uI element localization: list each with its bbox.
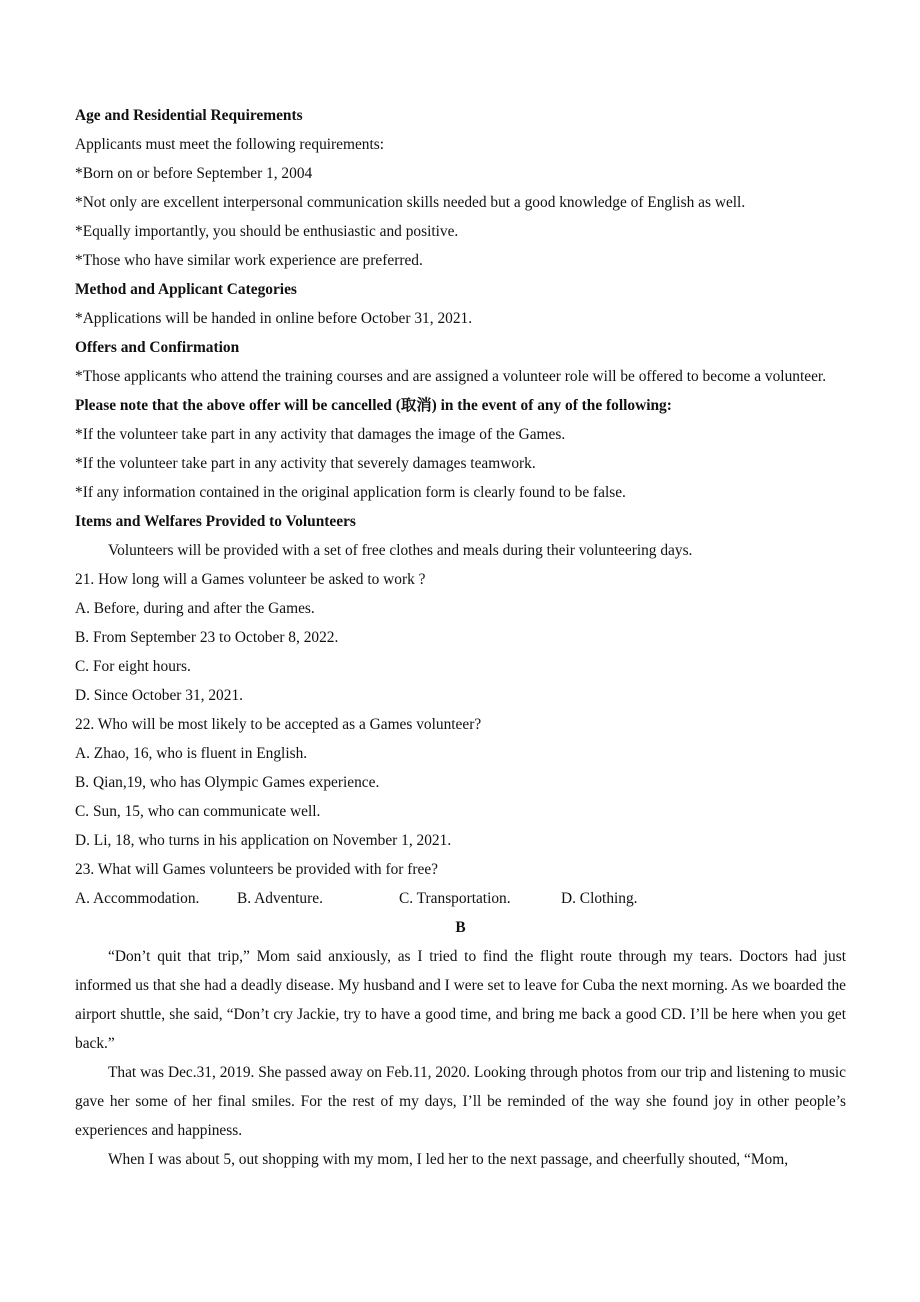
question-22-stem: 22. Who will be most likely to be accepted as a Games volunteer? bbox=[75, 716, 482, 733]
offers-text: *Those applicants who attend the training courses and are assigned a volunteer role will be offered to become a volunteer. bbox=[75, 368, 827, 385]
cancellation-note-heading: Please note that the above offer will be cancelled (取消) in the event of any of the following: bbox=[75, 397, 672, 414]
question-21-option-d: D. Since October 31, 2021. bbox=[75, 687, 243, 704]
passage-b-paragraph-3: When I was about 5, out shopping with my mom, I led her to the next passage, and cheerfully shouted, “Mom, bbox=[108, 1151, 789, 1168]
question-23-options bbox=[75, 884, 846, 913]
question-23-option-d: D. Clothing. bbox=[561, 890, 638, 907]
question-22-option-b: B. Qian,19, who has Olympic Games experience. bbox=[75, 774, 380, 791]
question-22-option-c: C. Sun, 15, who can communicate well. bbox=[75, 803, 321, 820]
question-21-option-a: A. Before, during and after the Games. bbox=[75, 600, 315, 617]
passage-b-label: B bbox=[455, 919, 466, 936]
method-heading: Method and Applicant Categories bbox=[75, 281, 297, 298]
items-welfares-heading: Items and Welfares Provided to Volunteers bbox=[75, 513, 356, 530]
question-22-option-d: D. Li, 18, who turns in his application on November 1, 2021. bbox=[75, 832, 452, 849]
question-23-option-b: B. Adventure. bbox=[237, 890, 323, 907]
question-23-stem: 23. What will Games volunteers be provided with for free? bbox=[75, 861, 438, 878]
cancellation-reason-false-info: *If any information contained in the original application form is clearly found to be false. bbox=[75, 484, 626, 501]
question-21-option-b: B. From September 23 to October 8, 2022. bbox=[75, 629, 339, 646]
question-23-option-c: C. Transportation. bbox=[399, 890, 511, 907]
offers-heading: Offers and Confirmation bbox=[75, 339, 240, 356]
requirement-communication-skills: *Not only are excellent interpersonal communication skills needed but a good knowledge of English as well. bbox=[75, 194, 746, 211]
method-application-deadline: *Applications will be handed in online before October 31, 2021. bbox=[75, 310, 473, 327]
question-21-option-c: C. For eight hours. bbox=[75, 658, 191, 675]
requirement-experience: *Those who have similar work experience are preferred. bbox=[75, 252, 423, 269]
requirement-enthusiasm: *Equally importantly, you should be enthusiastic and positive. bbox=[75, 223, 459, 240]
passage-b-paragraph-1: “Don’t quit that trip,” Mom said anxiously, as I tried to find the flight route through my tears. Doctors had just informed us that she had a deadly disease. My husband and I were set to leave for Cuba the next morning. As we boarded the airport shuttle, she said, “Don’t cry Jackie, try to have a good time, and bring me back a good CD. I’ll be here when you get back.” bbox=[75, 948, 846, 1052]
requirement-birth-date: *Born on or before September 1, 2004 bbox=[75, 165, 313, 182]
cancellation-reason-image: *If the volunteer take part in any activity that damages the image of the Games. bbox=[75, 426, 566, 443]
question-22-option-a: A. Zhao, 16, who is fluent in English. bbox=[75, 745, 308, 762]
question-23-option-a: A. Accommodation. bbox=[75, 890, 200, 907]
items-welfares-text: Volunteers will be provided with a set of free clothes and meals during their volunteering days. bbox=[108, 542, 693, 559]
age-requirements-heading: Age and Residential Requirements bbox=[75, 107, 303, 124]
requirements-intro: Applicants must meet the following requirements: bbox=[75, 136, 385, 153]
document-page bbox=[75, 101, 846, 1174]
passage-b-paragraph-2: That was Dec.31, 2019. She passed away on Feb.11, 2020. Looking through photos from our trip and listening to music gave her some of her final smiles. For the rest of my days, I’ll be reminded of the way she found joy in other people’s experiences and happiness. bbox=[75, 1064, 846, 1139]
question-21-stem: 21. How long will a Games volunteer be asked to work ? bbox=[75, 571, 426, 588]
cancellation-reason-teamwork: *If the volunteer take part in any activity that severely damages teamwork. bbox=[75, 455, 536, 472]
